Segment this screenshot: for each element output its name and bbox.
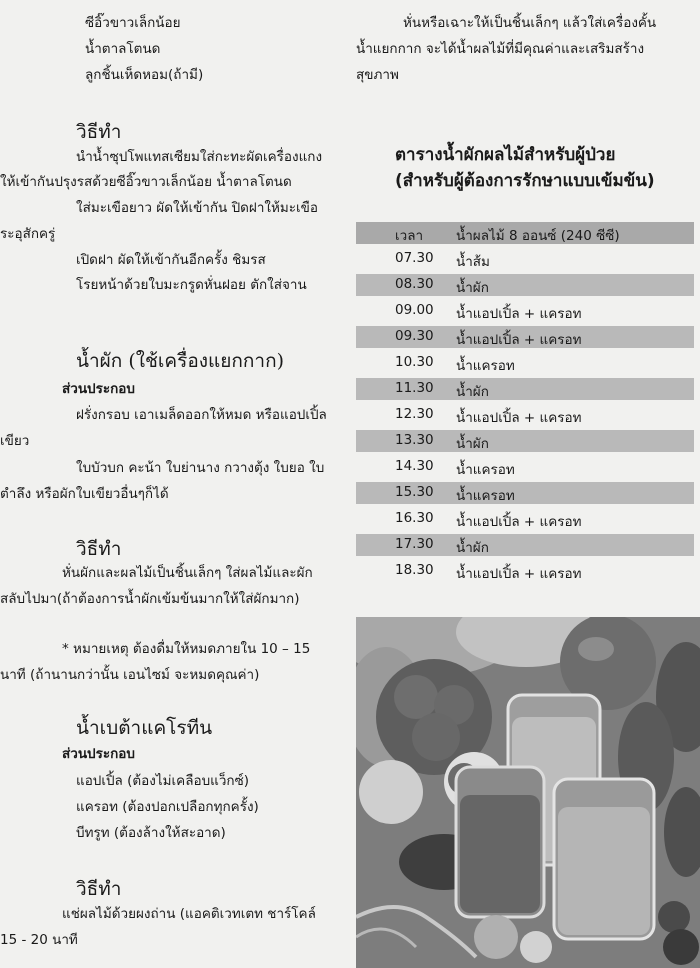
juice-line: ฝรั่งกรอบ เอาเมล็ดออกให้หมด หรือแอปเปิ้ล bbox=[76, 407, 327, 423]
row-drink: น้ำผัก bbox=[456, 280, 489, 296]
note-line: นาที (ถ้านานกว่านั้น เอนไซม์ จะหมดคุณค่า) bbox=[0, 667, 260, 683]
header-drink: น้ำผลไม้ 8 ออนซ์ (240 ซีซี) bbox=[456, 228, 620, 244]
row-time: 13.30 bbox=[395, 432, 434, 448]
row-drink: น้ำแครอท bbox=[456, 488, 515, 504]
method-line: แช่ผลไม้ด้วยผงถ่าน (แอคติเวทเตท ชาร์โคล์ bbox=[62, 906, 316, 922]
row-drink: น้ำแอปเปิ้ล + แครอท bbox=[456, 410, 582, 426]
row-time: 14.30 bbox=[395, 458, 434, 474]
juice-photo bbox=[356, 617, 700, 968]
row-time: 11.30 bbox=[395, 380, 434, 396]
body-line: หั่นหรือเฉาะให้เป็นชิ้นเล็กๆ แล้วใส่เครื่องคั้น bbox=[403, 15, 657, 31]
ingredient-line: น้ำตาลโตนด bbox=[85, 41, 161, 57]
table-header bbox=[356, 222, 694, 244]
table-row bbox=[356, 508, 694, 530]
row-drink: น้ำแครอท bbox=[456, 462, 515, 478]
table-row bbox=[356, 534, 694, 556]
table-row bbox=[356, 430, 694, 452]
method-line: เปิดฝา ผัดให้เข้ากันอีกครั้ง ชิมรส bbox=[76, 252, 266, 268]
method-line: ใส่มะเขือยาว ผัดให้เข้ากัน ปิดฝาให้มะเขือ bbox=[76, 200, 318, 216]
row-time: 09.30 bbox=[395, 328, 434, 344]
ingredients-label: ส่วนประกอบ bbox=[62, 381, 135, 397]
method-line: 15 - 20 นาที bbox=[0, 932, 78, 948]
row-drink: น้ำผัก bbox=[456, 436, 489, 452]
row-drink: น้ำแอปเปิ้ล + แครอท bbox=[456, 332, 582, 348]
table-title: ตารางน้ำผักผลไม้สำหรับผู้ป่วย bbox=[395, 145, 616, 165]
row-time: 10.30 bbox=[395, 354, 434, 370]
ingredient-line: ลูกชิ้นเห็ดหอม(ถ้ามี) bbox=[85, 67, 204, 83]
row-drink: น้ำแครอท bbox=[456, 358, 515, 374]
row-time: 12.30 bbox=[395, 406, 434, 422]
ingredients-label: ส่วนประกอบ bbox=[62, 746, 135, 762]
row-drink: น้ำแอปเปิ้ล + แครอท bbox=[456, 306, 582, 322]
table-row bbox=[356, 248, 694, 270]
table-row bbox=[356, 300, 694, 322]
row-time: 18.30 bbox=[395, 562, 434, 578]
table-row bbox=[356, 326, 694, 348]
ingredient-line: ซีอิ๊วขาวเล็กน้อย bbox=[85, 15, 181, 31]
beta-line: บีทรูท (ต้องล้างให้สะอาด) bbox=[76, 825, 226, 841]
row-time: 09.00 bbox=[395, 302, 434, 318]
table-row bbox=[356, 456, 694, 478]
method-line: โรยหน้าด้วยใบมะกรูดหั่นฝอย ตักใส่จาน bbox=[76, 277, 307, 293]
row-time: 16.30 bbox=[395, 510, 434, 526]
row-time: 07.30 bbox=[395, 250, 434, 266]
method-line: ระอุสักครู่ bbox=[0, 226, 56, 242]
row-time: 17.30 bbox=[395, 536, 434, 552]
beta-line: แอปเปิ้ล (ต้องไม่เคลือบแว็กซ์) bbox=[76, 773, 250, 789]
row-drink: น้ำผัก bbox=[456, 384, 489, 400]
body-line: น้ำแยกกาก จะได้น้ำผลไม้ที่มีคุณค่าและเสริมสร้าง bbox=[356, 41, 645, 57]
row-time: 15.30 bbox=[395, 484, 434, 500]
method-line: นำน้ำซุปโพแทสเซียมใส่กะทะผัดเครื่องแกง bbox=[76, 149, 323, 165]
juice-line: เขียว bbox=[0, 433, 30, 449]
beta-heading: น้ำเบต้าแคโรทีน bbox=[76, 717, 213, 739]
table-subtitle: (สำหรับผู้ต้องการรักษาแบบเข้มข้น) bbox=[395, 171, 655, 191]
table-row bbox=[356, 352, 694, 374]
beta-line: แครอท (ต้องปอกเปลือกทุกครั้ง) bbox=[76, 799, 259, 815]
method-line: ให้เข้ากันปรุงรสด้วยซีอิ๊วขาวเล็กน้อย น้ำตาลโตนด bbox=[0, 174, 292, 190]
table-row bbox=[356, 560, 694, 582]
method-heading: วิธีทำ bbox=[76, 878, 122, 900]
body-line: สุขภาพ bbox=[356, 67, 399, 83]
table-row bbox=[356, 404, 694, 426]
juice-line: ใบบัวบก คะน้า ใบย่านาง กวางตุ้ง ใบยอ ใบ bbox=[76, 460, 325, 476]
table-row bbox=[356, 482, 694, 504]
row-drink: น้ำแอปเปิ้ล + แครอท bbox=[456, 514, 582, 530]
method-heading: วิธีทำ bbox=[76, 538, 122, 560]
method-line: หั่นผักและผลไม้เป็นชิ้นเล็กๆ ใส่ผลไม้และผัก bbox=[62, 565, 313, 581]
juice-heading: น้ำผัก (ใช้เครื่องแยกกาก) bbox=[76, 350, 284, 372]
header-time: เวลา bbox=[395, 228, 424, 244]
method-heading: วิธีทำ bbox=[76, 121, 122, 143]
row-drink: น้ำผัก bbox=[456, 540, 489, 556]
juice-line: ตำลึง หรือผักใบเขียวอื่นๆก็ได้ bbox=[0, 486, 169, 502]
row-drink: น้ำแอปเปิ้ล + แครอท bbox=[456, 566, 582, 582]
table-row bbox=[356, 378, 694, 400]
note-line: * หมายเหตุ ต้องดื่มให้หมดภายใน 10 – 15 bbox=[62, 641, 311, 657]
method-line: สลับไปมา(ถ้าต้องการน้ำผักเข้มข้นมากให้ใส่ผักมาก) bbox=[0, 591, 300, 607]
row-drink: น้ำส้ม bbox=[456, 254, 490, 270]
row-time: 08.30 bbox=[395, 276, 434, 292]
table-row bbox=[356, 274, 694, 296]
